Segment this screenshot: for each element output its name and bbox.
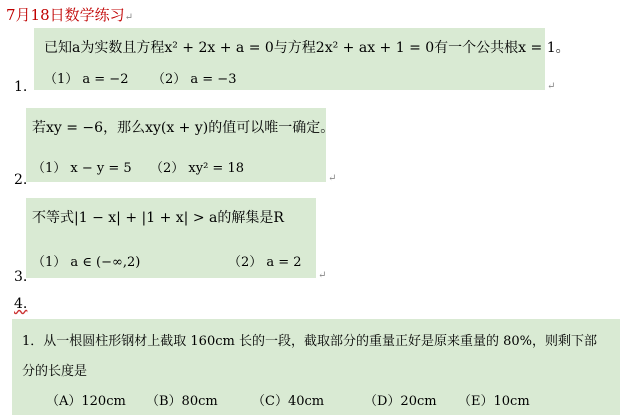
problem-3-number: 3.	[14, 269, 28, 285]
problem-4-option-c: （C）40cm	[252, 394, 325, 409]
problem-4-option-b: （B）80cm	[146, 394, 218, 409]
problem-1-option-1: （1） a = −2	[44, 72, 129, 87]
problem-4-stem-line-2: 分的长度是	[22, 364, 88, 379]
paragraph-mark-icon: ↵	[547, 81, 556, 92]
problem-3-stem: 不等式|1 − x| + |1 + x| > a的解集是R	[32, 210, 284, 226]
problem-4-option-d: （D）20cm	[364, 394, 437, 409]
problem-3-option-1: （1） a ∈ (−∞,2)	[32, 255, 141, 270]
problem-2-stem: 若xy = −6，那么xy(x + y)的值可以唯一确定。	[32, 120, 335, 136]
problem-1-number: 1.	[14, 79, 28, 95]
edit-mark-icon: ↵	[124, 12, 134, 23]
paragraph-mark-icon: ↵	[318, 270, 327, 281]
problem-4-option-e: （E）10cm	[458, 394, 530, 409]
problem-1-option-2: （2） a = −3	[152, 72, 237, 87]
problem-4-stem-line-1: 1．从一根圆柱形钢材上截取 160cm 长的一段，截取部分的重量正好是原来重量的 80%，则剩下部	[22, 334, 597, 349]
paragraph-mark-icon: ↵	[328, 173, 337, 184]
problem-4-option-a: （A）120cm	[46, 394, 126, 409]
problem-4-number: 4.	[14, 296, 28, 312]
problem-2-option-2: （2） xy² = 18	[150, 161, 244, 176]
problem-2-number: 2.	[14, 172, 28, 188]
problem-1-stem: 已知a为实数且方程x² + 2x + a = 0与方程2x² + ax + 1 = 0有一个公共根x = 1。	[44, 40, 570, 56]
page-title: 7月18日数学练习↵	[6, 6, 134, 24]
problem-2-option-1: （1） x − y = 5	[32, 161, 132, 176]
problem-3-option-2: （2） a = 2	[228, 255, 302, 270]
